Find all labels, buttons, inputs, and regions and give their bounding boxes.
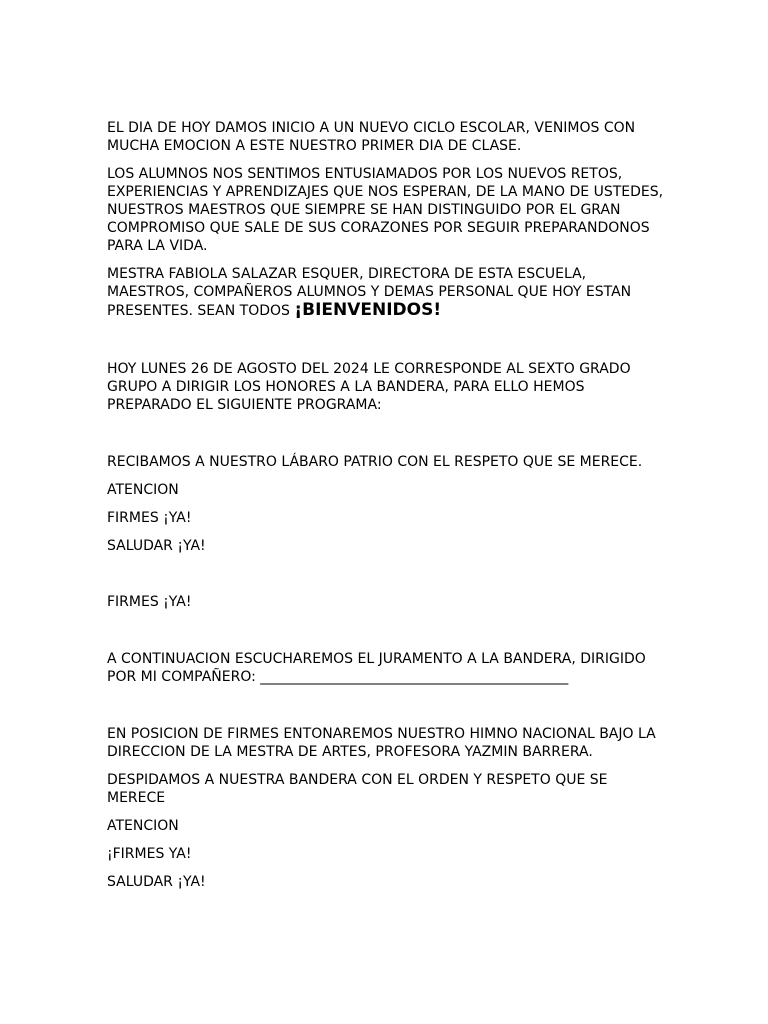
welcome-text: ¡BIENVENIDOS! (294, 300, 442, 320)
farewell-paragraph: DESPIDAMOS A NUESTRA BANDERA CON EL ORDEN Y RESPETO QUE SE MERECE (107, 772, 608, 806)
saludar-command: SALUDAR ¡YA! (107, 538, 206, 554)
attention-command: ATENCION (107, 482, 179, 498)
greeting-paragraph (107, 265, 667, 320)
oath-paragraph: A CONTINUACION ESCUCHAREMOS EL JURAMENTO A LA BANDERA, DIRIGIDO POR MI COMPAÑERO: ____________________________________________ (107, 651, 646, 685)
firmes-command-3: ¡FIRMES YA! (107, 846, 192, 862)
receive-flag-paragraph: RECIBAMOS A NUESTRO LÁBARO PATRIO CON EL RESPETO QUE SE MERECE. (107, 454, 643, 470)
firmes-command-2: FIRMES ¡YA! (107, 594, 192, 610)
saludar-command-2: SALUDAR ¡YA! (107, 874, 206, 890)
document-page (107, 119, 667, 891)
students-paragraph: LOS ALUMNOS NOS SENTIMOS ENTUSIAMADOS POR LOS NUEVOS RETOS, EXPERIENCIAS Y APRENDIZAJES QUE NOS ESPERAN, DE LA MANO DE USTEDES, NUESTROS MAESTROS QUE SIEMPRE SE HAN DISTINGUIDO POR EL GRAN COMPROMISO QUE SALE DE SUS CORAZONES POR SEGUIR PREPARANDONOS PARA LA VIDA. (107, 166, 664, 254)
program-intro-paragraph: HOY LUNES 26 DE AGOSTO DEL 2024 LE CORRESPONDE AL SEXTO GRADO GRUPO A DIRIGIR LOS HONORES A LA BANDERA, PARA ELLO HEMOS PREPARADO EL SIGUIENTE PROGRAMA: (107, 361, 631, 413)
intro-paragraph: EL DIA DE HOY DAMOS INICIO A UN NUEVO CICLO ESCOLAR, VENIMOS CON MUCHA EMOCION A ESTE NUESTRO PRIMER DIA DE CLASE. (107, 120, 636, 154)
attention-command-2: ATENCION (107, 818, 179, 834)
firmes-command: FIRMES ¡YA! (107, 510, 192, 526)
anthem-paragraph: EN POSICION DE FIRMES ENTONAREMOS NUESTRO HIMNO NACIONAL BAJO LA DIRECCION DE LA MESTRA DE ARTES, PROFESORA YAZMIN BARRERA. (107, 726, 656, 760)
greeting-text: MESTRA FABIOLA SALAZAR ESQUER, DIRECTORA DE ESTA ESCUELA, MAESTROS, COMPAÑEROS ALUMNOS Y DEMAS PERSONAL QUE HOY ESTAN PRESENTES. SEAN TODOS (107, 266, 632, 319)
